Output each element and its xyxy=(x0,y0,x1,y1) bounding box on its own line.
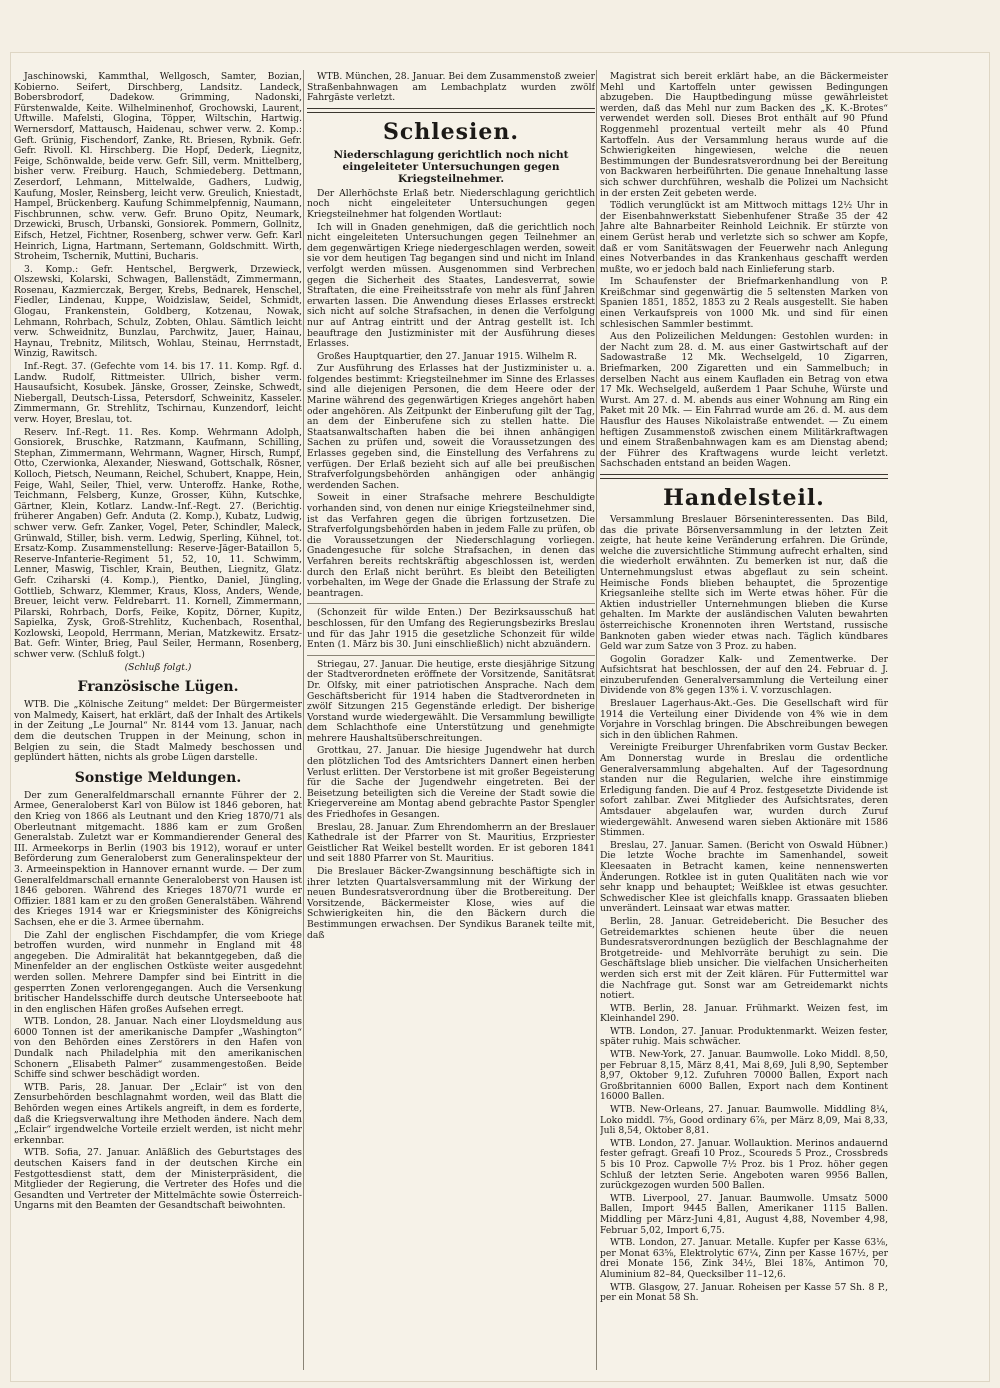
article-french-lies: WTB. Die „Kölnische Zeitung“ meldet: Der Bürgermeister von Malmedy, Kaisert, hat erklärt, daß der Inhalt des Artikels in der Zeitung „Le Journal“ Nr. 8144 vom 13. Januar, nach dem die deutschen Truppen in der Meinung, schon in Belgien zu sein, die Stadt Malmedy beschossen und geplündert hätten, nichts als grobe Lügen darstelle. xyxy=(14,699,302,764)
article-stamp-display: Im Schaufenster der Briefmarkenhandlung von P. Kreißchmar sind gegenwärtig die 5 seltensten Marken von Spanien 1851, 1852, 1853 zu 2 Reals ausgestellt. Sie haben einen Verkaufspreis von 1000 Mk. und sind für einen schlesischen Sammler bestimmt. xyxy=(600,276,888,330)
decree-body: Ich will in Gnaden genehmigen, daß die gerichtlich noch nicht eingeleiteten Untersuchungen gegen Teilnehmer an dem gegenwärtigen Kriege niedergeschlagen werden, soweit sie vor dem heutigen Tag begangen sind und nicht im Inland verfolgt werden müssen. Ausgenommen sind Verbrechen gegen die Sicherheit des Staates, Landesverrat, sowie Straftaten, die eine Freiheitsstrafe von mehr als fünf Jahren erwarten lassen. Die Anwendung dieses Erlasses erstreckt sich nicht auf solche Strafsachen, in denen die Verfolgung nur auf Antrag eintritt und der Antrag gestellt ist. Ich beauftrage den Justizminister mit der Ausführung dieses Erlasses. xyxy=(307,221,595,350)
article-berlin-grain: Berlin, 28. Januar. Getreidebericht. Die Besucher des Getreidemarktes schienen heute über die neuen Bundesratsverordnungen bezüglich der Beschlagnahme der Brotgetreide- und Mehlvorräte beruhigt zu sein. Die Geschäftslage blieb unsicher. Die vielfachen Unsicherheiten werden sich erst mit der Zeit klären. Für Futtermittel war die Nachfrage gut. Sonst war am Getreidemarkt nichts notiert. xyxy=(600,915,888,1002)
casualty-list-4: Reserv. Inf.-Regt. 11. Res. Komp. Wehrmann Adolph, Gonsiorek, Bruschke, Ratzmann, Kaufmann, Schilling, Stephan, Zimmermann, Wehrmann, Wagner, Hirsch, Rumpf, Otto, Czerwionka, Alexander, Nieswand, Gottschalk, Rösner, Kolloch, Pietsch, Neumann, Reichel, Schubert, Knappe, Hein, Feige, Wahl, Seiler, Thiel, verw. Unteroffz. Hanke, Rothe, Teichmann, Felsberg, Kunze, Grosser, Kühn, Kutschke, Gärtner, Klein, Kotlarz. Landw.-Inf.-Regt. 27. (Berichtig. früherer Angaben) Gefr. Anduta (2. Komp.), Kubatz, Ludwig, schwer verw. Gefr. Zanker, Vogel, Peter, Schindler, Maleck, Grünwald, Stiller, bish. verm. Ledwig, Sperling, Kühnel, tot. Ersatz-Komp. Zusammenstellung: Reserve-Jäger-Bataillon 5, Reserve-Infanterie-Regiment 51, 52, 10, 11. Schwimm, Lenner, Maswig, Tischler, Krain, Beuthen, Liegnitz, Glatz. Gefr. Cziharski (4. Komp.), Pientko, Daniel, Jüngling, Gottlieb, Schwarz, Klemmer, Kraus, Kloss, Anders, Wende, Breuer, leicht verw. Feldrebarrt. 11. Kornell, Zimmermann, Pilarski, Rohrbach, Dorfs, Feike, Kopitz, Dörner, Kupitz, Sapielka, Zysk, Groß-Strehlitz, Kuchenbach, Rosenthal, Kozlowski, Leopold, Herrmann, Merian, Matzkewitz. Ersatz-Bat. Gefr. Winter, Brieg, Paul Seiler, Hermann, Rosenberg, schwer verw. (Schluß folgt.) xyxy=(14,426,302,661)
newspaper-page xyxy=(10,52,990,1382)
article-paris: WTB. Paris, 28. Januar. Der „Eclair“ ist von den Zensurbehörden beschlagnahmt worden, weil das Blatt die Behörden wegen eines Artikels angreift, in dem es forderte, daß die Kriegsverwaltung ihre Methoden ändere. Nach dem „Eclair“ irgendwelche Vorteile erzielt werden, ist nicht mehr erkennbar. xyxy=(14,1081,302,1146)
article-other-reports-1: Der zum Generalfeldmarschall ernannte Führer der 2. Armee, Generaloberst Karl von Bülow ist 1846 geboren, hat den Krieg von 1866 als Leutnant und den Krieg 1870/71 als Oberleutnant mitgemacht. 1886 kam er zum Großen Generalstab. Zuletzt war er Kommandierender General des III. Armeekorps in Berlin (1903 bis 1912), worauf er unter Beförderung zum Generaloberst zum Generalinspekteur der 3. Armeeinspektion in Hannover ernannt wurde. — Der zum Generalfeldmarschall ernannte Generaloberst von Hausen ist 1846 geboren. Während des Krieges 1870/71 wurde er Offizier. 1881 kam er zu den großen Generalstäben. Während des Krieges 1914 war er Kriegsminister des Königreichs Sachsen, ehe er die 3. Armee übernahm. xyxy=(14,789,302,928)
column-divider-2 xyxy=(596,70,597,1370)
article-clock-factories: Vereinigte Freiburger Uhrenfabriken vorm Gustav Becker. Am Donnerstag wurde in Breslau die ordentliche Generalversammlung abgehalten. Auf der Tagesordnung standen nur die Regularien, welche ihre einstimmige Erledigung fanden. Die auf 4 Proz. festgesetzte Dividende ist sofort zahlbar. Zwei Mitglieder des Aufsichtsrates, deren Amtsdauer abgelaufen war, wurden durch Zuruf wiedergewählt. Anwesend waren sieben Aktionäre mit 1586 Stimmen. xyxy=(600,742,888,839)
casualty-list-3: Inf.-Regt. 37. (Gefechte vom 14. bis 17. 11. Komp. Rgf. d. Landw. Rudolf, Rittmeister. Ullrich, bisher verm. Hausaufsicht, Kosubek. Jänske, Grosser, Zeinske, Schwedt, Niebergall, Deutsch-Lissa, Petersdorf, Schweinitz, Kasseler. Zimmermann, Gr. Strehlitz, Tschirnau, Kunzendorf, leicht verw. Hoyer, Breslau, tot. xyxy=(14,361,302,425)
column-3 xyxy=(600,72,888,1372)
article-exchange: Versammlung Breslauer Börseninteressenten. Das Bild, das die private Börsenversammlung in der letzten Zeit zeigte, hat heute keine Veränderung erfahren. Die Gründe, welche die zuversichtliche Stimmung aufrecht erhalten, sind die wiederholt erwähnten. Zu bemerken ist nur, daß die Unternehmungslust etwas abgeflaut zu sein scheint. Heimische Fonds blieben behauptet, die 5prozentige Kriegsanleihe stellte sich im Werte etwas höher. Für die Aktien industrieller Unternehmungen blieben die Kurse gehalten. Im Markte der ausländischen Valuten bewahrten österreichische Kronennoten ihren Wertstand, russische Banknoten gaben wieder etwas nach. Täglich kündbares Geld war zum Satze von 3 Proz. zu haben. xyxy=(600,513,888,653)
article-breslau-canon: Breslau, 28. Januar. Zum Ehrendomherrn an der Breslauer Kathedrale ist der Pfarrer von St. Mauritius, Erzpriester Geistlicher Rat Weikel bestellt worden. Er ist geboren 1841 und seit 1880 Pfarrer von St. Mauritius. xyxy=(307,821,595,865)
continuation-note: (Schluß folgt.) xyxy=(124,661,192,673)
article-london-wool: WTB. London, 27. Januar. Wollauktion. Merinos andauernd fester gefragt. Greafi 10 Proz., Scoureds 5 Proz., Crossbreds 5 bis 10 Proz. Capwolle 7½ Proz. bis 1 Proz. höher gegen Schluß der letzten Serie. Angeboten waren 9956 Ballen, zurückgezogen wurden 500 Ballen. xyxy=(600,1137,888,1192)
heading-french-lies: Französische Lügen. xyxy=(77,679,239,696)
casualty-list-2: 3. Komp.: Gefr. Hentschel, Bergwerk, Drzewieck, Olszewski, Kolarski, Schwagen, Ballenstädt, Zimmermann, Rosenau, Kazmierczak, Berger, Krebs, Bednarek, Henschel, Fiedler, Lindenau, Kuppe, Woidzislaw, Seidel, Schmidt, Glogau, Frankenstein, Goldberg, Kotzenau, Nowak, Lehmann, Rohrbach, Schulz, Zobten, Ohlau. Sämtlich leicht verw. Schweidnitz, Bunzlau, Parchwitz, Jauer, Hainau, Haynau, Trebnitz, Militsch, Wohlau, Steinau, Herrnstadt, Winzig, Rawitsch. xyxy=(14,263,302,360)
heading-commerce: Handelsteil. xyxy=(663,484,825,511)
article-berlin-market: WTB. Berlin, 28. Januar. Frühmarkt. Weizen fest, im Kleinhandel 290. xyxy=(600,1002,888,1025)
article-london-metals: WTB. London, 27. Januar. Metalle. Kupfer per Kasse 63⅛, per Monat 63⅝, Elektrolytic 67¼, Zinn per Kasse 167½, per drei Monate 156, Zink 34½, Blei 18⅞, Antimon 70, Aluminium 82–84, Quecksilber 11–12,6. xyxy=(600,1237,888,1280)
article-liverpool-cotton: WTB. Liverpool, 27. Januar. Baumwolle. Umsatz 5000 Ballen, Import 9445 Ballen, Amerikaner 1115 Ballen. Middling per März-Juni 4,81, August 4,88, November 4,98, Februar 5,02, Import 6,75. xyxy=(600,1192,888,1236)
article-accident: Tödlich verunglückt ist am Mittwoch mittags 12½ Uhr in der Eisenbahnwerkstatt Siebenhufener Straße 35 der 42 Jahre alte Bahnarbeiter Reinhold Leichnik. Er stürzte von einem Gerüst herab und verletzte sich so schwer am Kopfe, daß er vom Sanitätswagen der Feuerwehr nach Anlegung eines Notverbandes in das Krankenhaus geschafft werden mußte, wo er jedoch bald nach Einlieferung starb. xyxy=(600,200,888,275)
article-magistrate: Magistrat sich bereit erklärt habe, an die Bäckermeister Mehl und Kartoffeln unter gewissen Bedingungen abzugeben. Die Hauptbedingung müsse gewährleistet werden, daß das Mehl nur zum Backen des „K. K.-Brotes“ verwendet werden soll. Dieses Brot enthält auf 90 Pfund Roggenmehl prozentual verteilt mehr als 40 Pfund Kartoffeln. Aus der Versammlung heraus wurde auf die Schwierigkeiten hingewiesen, welche die neuen Bestimmungen der Bundesratsverordnung bei der Bereitung von Backwaren herbeiführten. Die genaue Innehaltung lasse sich schwer durchführen, weshalb die Polizei um Nachsicht in der ersten Zeit gebeten werde. xyxy=(600,72,888,199)
article-warehouse: Breslauer Lagerhaus-Akt.-Ges. Die Gesellschaft wird für 1914 die Verteilung einer Dividende von 4% wie in dem Vorjahre in Vorschlag bringen. Die Abschreibungen bewegen sich in den üblichen Rahmen. xyxy=(600,698,888,741)
column-2 xyxy=(307,72,595,1372)
article-sofia: WTB. Sofia, 27. Januar. Anläßlich des Geburtstages des deutschen Kaisers fand in der deutschen Kirche ein Festgottesdienst statt, dem der Ministerpräsident, die Mitglieder der Regierung, die Vertreter des Hofes und die Gesandten und Vertreter der Mittelmächte sowie Österreich-Ungarns mit den Beamten der Gesandtschaft beiwohnten. xyxy=(14,1147,302,1212)
article-london-produce: WTB. London, 27. Januar. Produktenmarkt. Weizen fester, später ruhig. Mais schwächer. xyxy=(600,1025,888,1048)
section-rule xyxy=(600,474,888,479)
subheading-silesia: Niederschlagung gerichtlich noch nicht eingeleiteter Untersuchungen gegen Kriegsteilnehmer. xyxy=(333,148,569,185)
heading-silesia: Schlesien. xyxy=(382,118,520,145)
column-divider-1 xyxy=(303,70,304,1370)
article-new-orleans-cotton: WTB. New-Orleans, 27. Januar. Baumwolle. Middling 8¼, Loko middl. 7⅝, Good ordinary 6⅞, per März 8,09, Mai 8,33, Juli 8,54, Oktober 8,81. xyxy=(600,1104,888,1137)
column-1 xyxy=(14,72,302,1372)
article-close-season: (Schonzeit für wilde Enten.) Der Bezirksausschuß hat beschlossen, für den Umfang des Regierungsbezirks Breslau und für das Jahr 1915 die gesetzliche Schonzeit für wilde Enten (1. März bis 30. Juni einschließlich) nicht abzuändern. xyxy=(307,607,595,651)
divider xyxy=(307,655,595,656)
divider xyxy=(307,603,595,604)
article-gogolin: Gogolin Goradzer Kalk- und Zementwerke. Der Aufsichtsrat hat beschlossen, der auf den 24. Februar d. J. einzuberufenden Generalversammlung die Verteilung einer Dividende von 8% gegen 13% i. V. vorzuschlagen. xyxy=(600,653,888,697)
casualty-list: Jaschinowski, Kammthal, Wellgosch, Samter, Bozian, Kobierno. Seifert, Dirschberg, Landsitz. Landeck, Bobersbrodorf, Dadekow. Grimming, Nadonski, Fürstenwalde, Keite. Wilhelminenhof, Grochowski, Laurent, Uftwille. Mafelsti, Glogina, Töpper, Wiltschin, Hartwig. Wernersdorf, Mattausch, Haidenau, schwer verw. 2. Komp.: Geft. Grünig, Fischendorf, Zanke, Rt. Briesen, Rybnik. Gefr. Gefr. Rivoll. Kl. Hirschberg. Die Hopf, Dederk, Liegnitz, Feige, Schönwalde, beide verw. Gefr. Sill, verm. Mnittelberg, bisher verw. Freiburg. Hauch, Schmiedeberg. Dettmann, Zeserdorf, Lehmann, Mittelwalde, Gadhers, Ludwig, Kaufung, Mosler, Reinsberg, leicht verw. Greulich, Kniestadt, Hampel, Brückenberg. Kaufung Schimmelpfennig, Naumann, Fischbrunnen, schw. verw. Gefr. Bruno Opitz, Neumark, Drzewicki, Brusch, Urbanski, Gonsiorek. Pommern, Gollnitz, Eifsch, Hetzel, Fichtner, Rosenberg, schwer verw. Gefr. Karl Heinrich, Ligna, Hartmann, Sertemann, Goldschmitt. Wirth, Stroheim, Tschernik, Muttini, Bucharis. xyxy=(14,72,302,263)
article-seeds: Breslau, 27. Januar. Samen. (Bericht von Oswald Hübner.) Die letzte Woche brachte im Samenhandel, soweit Kleesaaten in Betracht kamen, keine nennenswerten Änderungen. Rotklee ist in guten Qualitäten nach wie vor sehr knapp und behauptet; Weißklee ist etwas gesuchter. Schwedischer Klee ist gleichfalls knapp. Grassaaten blieben unverändert. Leinsaat war etwas matter. xyxy=(600,839,888,915)
heading-other-reports: Sonstige Meldungen. xyxy=(74,769,242,786)
decree-intro: Der Allerhöchste Erlaß betr. Niederschlagung gerichtlich noch nicht eingeleiteter Untersuchungen gegen Kriegsteilnehmer hat folgenden Wortlaut: xyxy=(307,187,595,220)
article-glasgow-iron: WTB. Glasgow, 27. Januar. Roheisen per Kasse 57 Sh. 8 P., per ein Monat 58 Sh. xyxy=(600,1281,888,1304)
article-london: WTB. London, 28. Januar. Nach einer Lloydsmeldung aus 6000 Tonnen ist der amerikanische Dampfer „Washington“ von den Behörden eines Zerstörers in den Hafen von Dundalk nach Philadelphia mit den amerikanischen Schonern „Elisabeth Palmer“ zusammengestoßen. Beide Schiffe sind schwer beschädigt worden. xyxy=(14,1016,302,1081)
article-bakers-guild: Die Breslauer Bäcker-Zwangsinnung beschäftigte sich in ihrer letzten Quartalsversammlung mit der Wirkung der neuen Bundesratsverordnung über die Brotbereitung. Der Vorsitzende, Bäckermeister Klose, wies auf die Schwierigkeiten hin, die den Bäckern durch die Bestimmungen erwachsen. Der Syndikus Baranek teilte mit, daß xyxy=(307,866,595,941)
article-grottkau: Grottkau, 27. Januar. Die hiesige Jugendwehr hat durch den plötzlichen Tod des Amtsrichters Dannert einen herben Verlust erlitten. Der Verstorbene ist mit großer Begeisterung für die Sache der Jugendwehr eingetreten. Bei der Beisetzung beteiligten sich die Vereine der Stadt sowie die Kriegervereine am Montag abend gebrachte Pastor Spengler des Friedhofes in Gesangen. xyxy=(307,745,595,821)
article-other-reports-2: Die Zahl der englischen Fischdampfer, die vom Kriege betroffen wurden, wird nunmehr in England mit 48 angegeben. Die Admiralität hat bekanntgegeben, daß die Minenfelder an der englischen Ostküste weiter ausgedehnt werden sollen. Mehrere Dampfer sind bei Eintritt in die gesperrten Zonen verlorengegangen. Auch die Versenkung britischer Handelsschiffe durch deutsche Unterseeboote hat in den englischen Häfen großes Aufsehen erregt. xyxy=(14,929,302,1015)
article-munich: WTB. München, 28. Januar. Bei dem Zusammenstoß zweier Straßenbahnwagen am Lembachplatz wurden zwölf Fahrgäste verletzt. xyxy=(307,72,595,104)
article-new-york-cotton: WTB. New-York, 27. Januar. Baumwolle. Loko Middl. 8,50, per Februar 8,15, März 8,41, Mai 8,69, Juli 8,90, September 8,97, Oktober 9,12. Zufuhren 70000 Ballen, Export nach Großbritannien 6000 Ballen, Export nach dem Kontinent 16000 Ballen. xyxy=(600,1049,888,1103)
article-striegau: Striegau, 27. Januar. Die heutige, erste diesjährige Sitzung der Stadtverordneten eröffnete der Vorsitzende, Sanitätsrat Dr. Olfsky, mit einer patriotischen Ansprache. Nach dem Geschäftsbericht für 1914 haben die Stadtverordneten in zwölf Sitzungen 215 Gegenstände erledigt. Der bisherige Vorstand wurde wiedergewählt. Die Versammlung bewilligte dem Schlachthofe eine Unterstützung und genehmigte mehrere Haushaltsüberschreitungen. xyxy=(307,658,595,744)
section-rule xyxy=(307,108,595,113)
decree-execution-2: Soweit in einer Strafsache mehrere Beschuldigte vorhanden sind, von denen nur einige Kriegsteilnehmer sind, ist das Verfahren gegen die übrigen fortzusetzen. Die Strafverfolgungsbehörden haben in jedem Falle zu prüfen, ob die Voraussetzungen der Niederschlagung vorliegen. Gnadengesuche für solche Strafsachen, in denen das Verfahren bereits rechtskräftig abgeschlossen ist, werden durch den Erlaß nicht berührt. Es bleibt den Beteiligten vorbehalten, im Wege der Gnade die Erlassung der Strafe zu beantragen. xyxy=(307,492,595,599)
article-police-reports: Aus den Polizeilichen Meldungen: Gestohlen wurden: in der Nacht zum 28. d. M. aus einer Gastwirtschaft auf der Sadowastraße 12 Mk. Wechselgeld, 10 Zigarren, Briefmarken, 200 Zigaretten und ein Sammelbuch; in derselben Nacht aus einem Kaufladen ein Betrag von etwa 17 Mk. Wechselgeld, außerdem 1 Paar Schuhe, Würste und Wurst. Am 27. d. M. abends aus einer Wohnung am Ring ein Paket mit 20 Mk. — Ein Fahrrad wurde am 26. d. M. aus dem Hausflur des Hauses Nikolaistraße entwendet. — Zu einem heftigen Zusammenstoß zwischen einem Militärkraftwagen und einem Straßenbahnwagen kam es am Dienstag abend; der Führer des Kraftwagens wurde leicht verletzt. Sachschaden entstand an beiden Wagen. xyxy=(600,331,888,470)
decree-execution: Zur Ausführung des Erlasses hat der Justizminister u. a. folgendes bestimmt: Kriegsteilnehmer im Sinne des Erlasses sind alle diejenigen Personen, die dem Heere oder der Marine während des gegenwärtigen Krieges angehört haben oder angehören. Als Zeitpunkt der Einberufung gilt der Tag, an dem der Einberufene sich zu stellen hatte. Die Staatsanwaltschaften haben die bei ihnen anhängigen Sachen zu prüfen und, soweit die Voraussetzungen des Erlasses gegeben sind, die Einstellung des Verfahrens zu verfügen. Der Erlaß bezieht sich auf alle bei preußischen Strafverfolgungsbehörden anhängigen oder anhängig werdenden Sachen. xyxy=(307,363,595,491)
decree-signature: Großes Hauptquartier, den 27. Januar 1915. Wilhelm R. xyxy=(317,350,578,362)
